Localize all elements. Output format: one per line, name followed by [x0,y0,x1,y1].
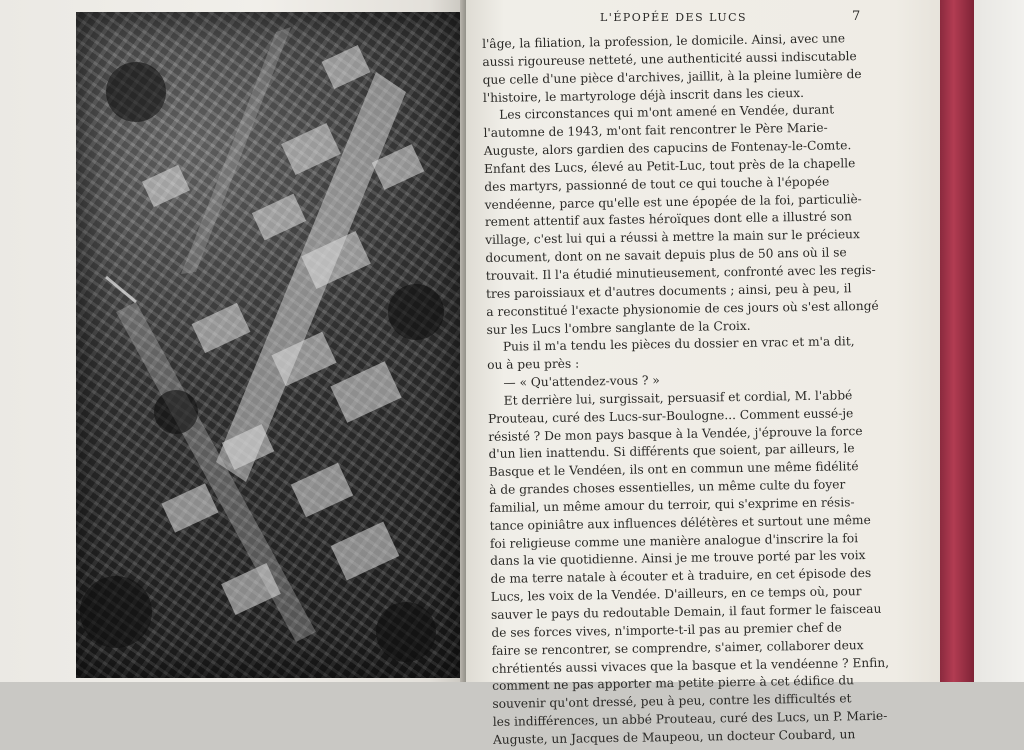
text-line: comment ne pas apporter ma petite pierre à cet édifice du [492,673,855,694]
text-line: résisté ? De mon pays basque à la Vendée, j'éprouve la force [488,423,863,444]
text-line: sur les Lucs l'ombre sanglante de la Croix. [486,318,751,337]
text-line: — « Qu'attendez-vous ? » [503,373,660,390]
text-line: a reconstitué l'exacte physionomie de ces jours où s'est allongé [486,298,879,319]
text-line: de ma terre natale à écouter et à traduire, en cet épisode des [490,566,872,587]
text-line: Et derrière lui, surgissait, persuasif et cordial, M. l'abbé [503,388,853,408]
aerial-village-photo-icon [76,12,460,678]
running-title: L'ÉPOPÉE DES LUCS [600,11,748,24]
text-line: les indifférences, un abbé Prouteau, curé des Lucs, un P. Marie- [492,708,888,729]
text-line: village, c'est lui qui a réussi à mettre la main sur le précieux [485,227,860,248]
text-line: ou à peu près : [487,356,580,373]
text-line: Auguste, alors gardien des capucins de Fontenay-le-Comte. [483,138,852,159]
text-line: l'âge, la filiation, la profession, le domicile. Ainsi, avec une [482,31,846,51]
left-page [0,0,466,682]
text-line: l'histoire, le martyrologe déjà inscrit dans les cieux. [482,85,804,105]
table-surface [974,0,1024,682]
text-line: foi religieuse comme une manière analogue d'inscrire la foi [489,530,859,551]
text-line: vendéenne, parce qu'elle est une épopée de la foi, particuliè- [484,191,862,212]
text-line: des martyrs, passionné de tout ce qui touche à l'épopée [484,174,830,194]
body-text [482,30,890,750]
text-line: familial, un même amour du terroir, qui s'exprime en résis- [489,495,855,515]
text-line: faire se rencontrer, se comprendre, s'aimer, collaborer deux [491,637,864,658]
text-line: Auguste, un Jacques de Maupeou, un docteur Coubard, un [492,727,856,747]
text-line: de ses forces vives, n'importe-t-il pas au premier chef de [491,620,842,640]
aerial-village-photo [76,12,460,678]
text-line: à de grandes choses essentielles, un même culte du foyer [489,477,846,498]
text-line: d'un lien inattendu. Si différents que soient, par ailleurs, le [488,441,855,462]
text-line: chrétientés aussi vivaces que la basque et la vendéenne ? Enfin, [491,655,890,676]
text-line: Basque et le Vendéen, ils ont en commun une même fidélité [488,459,859,480]
text-line: que celle d'une pièce d'archives, jaillit, à la pleine lumière de [482,66,862,87]
text-line: sauver le pays du redoutable Demain, il faut former le faisceau [490,601,882,622]
text-line: aussi rigoureuse netteté, une authenticité aussi indiscutable [482,48,857,69]
text-line: l'automne de 1943, m'ont fait rencontrer le Père Marie- [483,120,828,141]
text-line: Enfant des Lucs, élevé au Petit-Luc, tout près de la chapelle [483,156,856,176]
text-line: document, dont on ne savait depuis plus de 50 ans où il se [485,245,847,266]
book-cover-edge [940,0,974,682]
text-line: Prouteau, curé des Lucs-sur-Boulogne... Comment eussé-je [487,405,854,426]
page-number: 7 [852,9,861,24]
text-line: rement attentif aux fastes héroïques dont elle a illustré son [484,209,853,230]
text-line: souvenir qu'ont dressé, peu à peu, contre les difficultés et [492,691,852,712]
text-line: tance opiniâtre aux influences délétères et surtout une même [489,512,871,533]
text-line: Les circonstances qui m'ont amené en Vendée, durant [499,102,835,123]
text-line: Lucs, les voix de la Vendée. D'ailleurs, en ce temps où, pour [490,584,862,605]
text-line: tres paroissiaux et d'autres documents ; ainsi, peu à peu, il [485,281,852,301]
text-line: dans la vie quotidienne. Ainsi je me trouve porté par les voix [490,548,866,569]
text-line: trouvait. Il l'a étudié minutieusement, confronté avec les regis- [485,262,876,283]
text-line: Puis il m'a tendu les pièces du dossier en vrac et m'a dit, [502,334,855,355]
